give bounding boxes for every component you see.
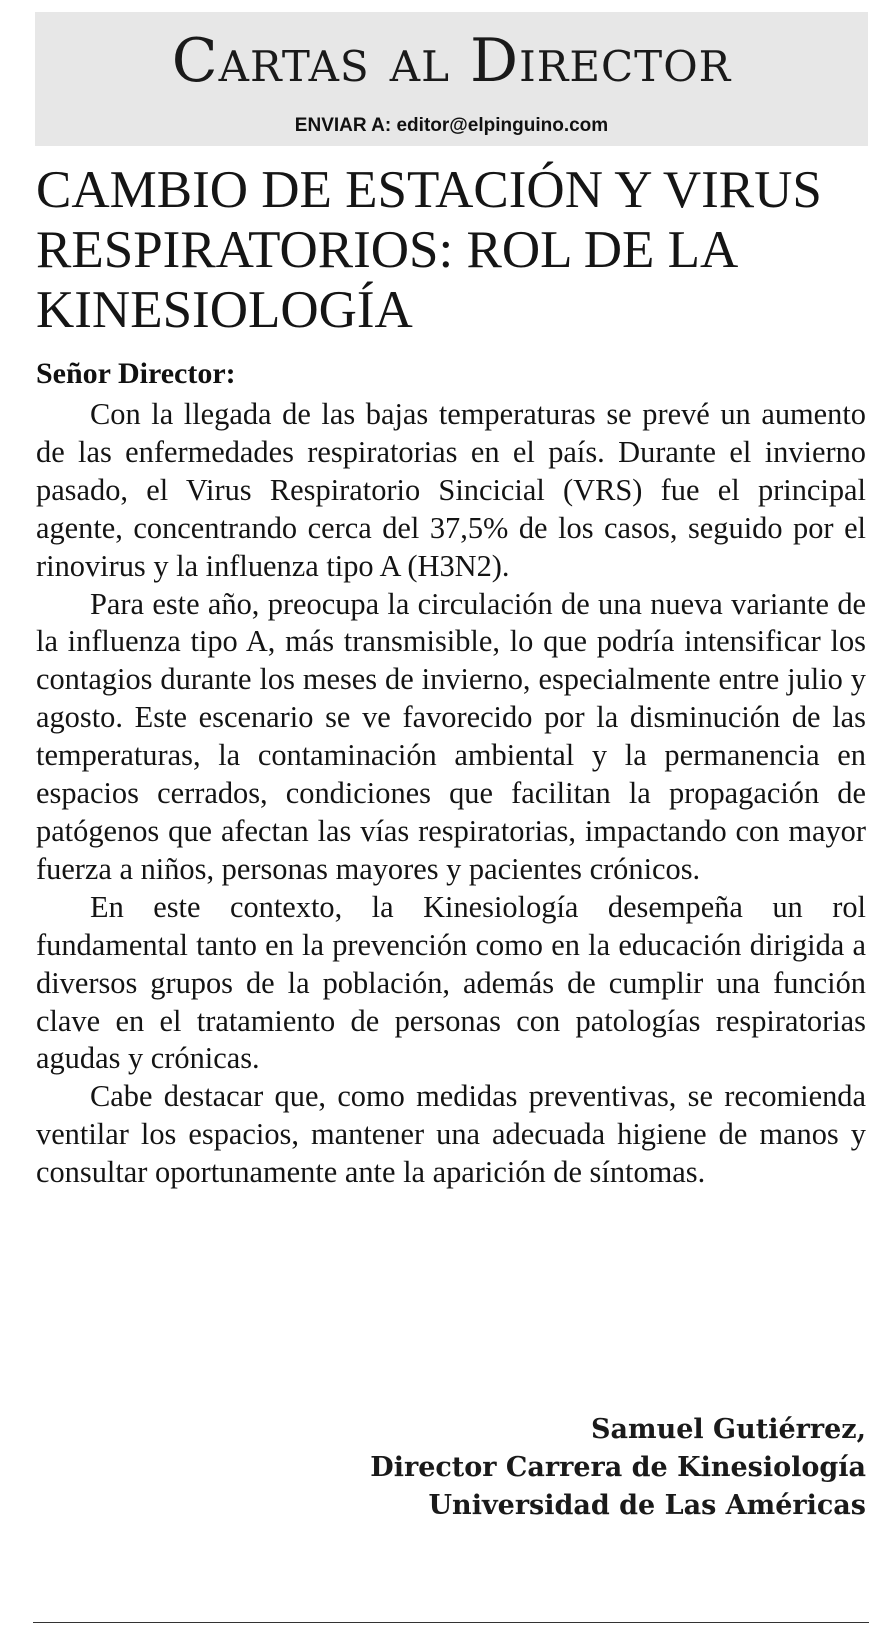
paragraph: Con la llegada de las bajas temperaturas se prevé un aumento de las enfermedades respiratorias en el país. Durante el invierno pasado, el Virus Respiratorio Sincicial (VRS) fue el principal agente, concentrando cerca del 37,5% de los casos, seguido por el rinovirus y la influenza tipo A (H3N2). (36, 397, 866, 583)
paragraph: En este contexto, la Kinesiología desempeña un rol fundamental tanto en la prevención como en la educación dirigida a diversos grupos de la población, además de cumplir una función clave en el tratamiento de personas con patologías respiratorias agudas y crónicas. (36, 889, 866, 1076)
paragraph: Cabe destacar que, como medidas preventivas, se recomienda ventilar los espacios, mantener una adecuada higiene de manos y consultar oportunamente ante la aparición de síntomas. (36, 1079, 866, 1190)
bottom-divider (33, 1622, 869, 1623)
signature-block (370, 1411, 866, 1525)
article-headline: CAMBIO DE ESTACIÓN Y VIRUS RESPIRATORIOS: ROL DE LA KINESIOLOGÍA (36, 161, 822, 339)
send-to-email: ENVIAR A: editor@elpinguino.com (294, 115, 609, 136)
signature-name: Samuel Gutiérrez, (591, 1414, 866, 1445)
signature-institution: Universidad de Las Américas (428, 1490, 866, 1521)
section-title: Cartas al Director (171, 26, 732, 96)
article-body (36, 396, 866, 1192)
signature-role: Director Carrera de Kinesiología (370, 1452, 866, 1483)
paragraph: Para este año, preocupa la circulación de una nueva variante de la influenza tipo A, más transmisible, lo que podría intensificar los contagios durante los meses de invierno, especialmente entre julio y agosto. Este escenario se ve favorecido por la disminución de las temperaturas, la contaminación ambiental y la permanencia en espacios cerrados, condiciones que facilitan la propagación de patógenos que afectan las vías respiratorias, impactando con mayor fuerza a niños, personas mayores y pacientes crónicos. (36, 586, 866, 886)
salutation: Señor Director: (36, 357, 236, 390)
section-header (35, 12, 868, 146)
